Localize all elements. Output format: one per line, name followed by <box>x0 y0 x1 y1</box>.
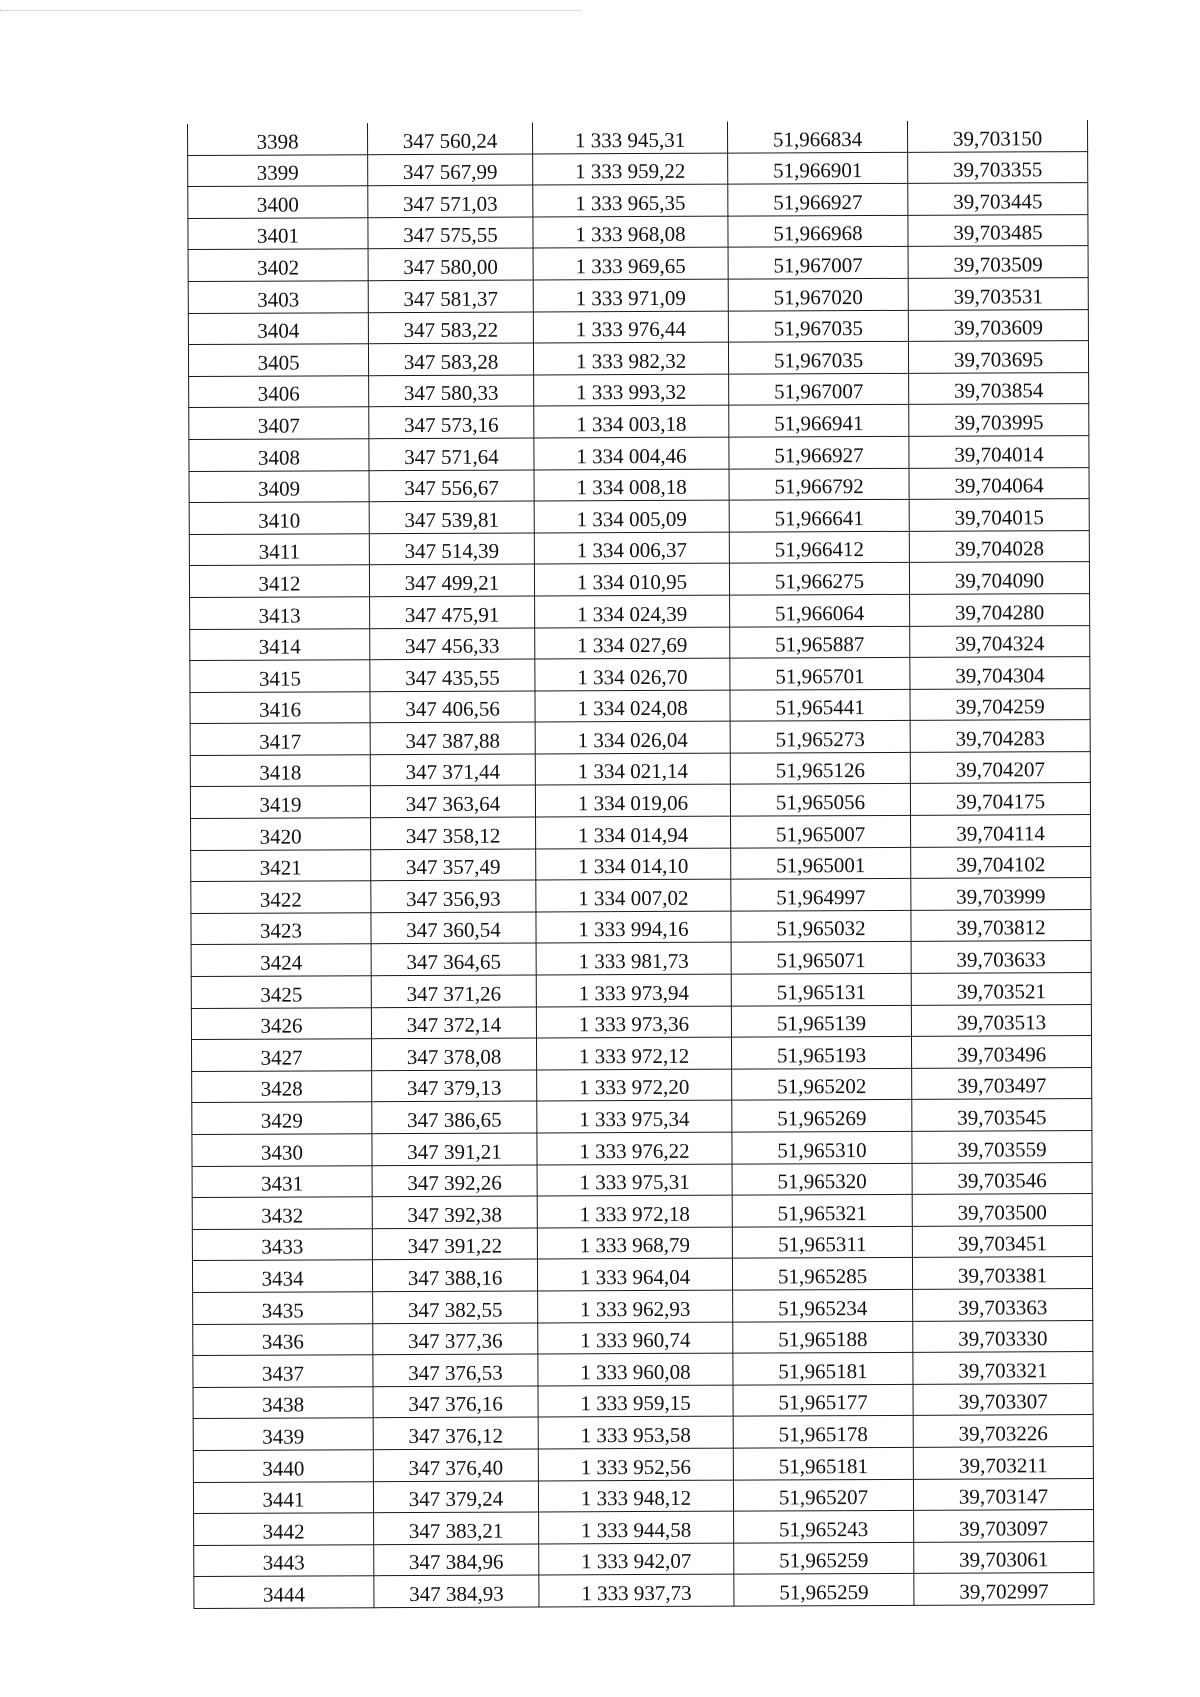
longitude-cell: 39,703999 <box>911 878 1091 910</box>
longitude-cell: 39,704175 <box>910 783 1090 815</box>
y-coordinate-cell: 1 333 959,22 <box>533 153 728 185</box>
y-coordinate-cell: 1 333 968,79 <box>537 1227 732 1259</box>
latitude-cell: 51,965193 <box>731 1037 911 1069</box>
x-coordinate-cell: 347 383,21 <box>374 1512 539 1544</box>
latitude-cell: 51,967007 <box>728 247 908 279</box>
latitude-cell: 51,966792 <box>729 468 909 500</box>
point-number-cell: 3422 <box>191 881 371 913</box>
y-coordinate-cell: 1 333 973,94 <box>536 974 731 1006</box>
y-coordinate-cell: 1 333 975,34 <box>537 1101 732 1133</box>
x-coordinate-cell: 347 371,44 <box>370 754 535 786</box>
longitude-cell: 39,703545 <box>912 1099 1092 1131</box>
latitude-cell: 51,965234 <box>733 1289 913 1321</box>
latitude-cell: 51,966968 <box>728 215 908 247</box>
point-number-cell: 3428 <box>192 1071 372 1103</box>
longitude-cell: 39,704090 <box>909 562 1089 594</box>
y-coordinate-cell: 1 334 026,70 <box>535 658 730 690</box>
coordinates-table-body <box>188 120 1094 1608</box>
longitude-cell: 39,703995 <box>909 404 1089 436</box>
x-coordinate-cell: 347 356,93 <box>371 880 536 912</box>
x-coordinate-cell: 347 379,13 <box>372 1070 537 1102</box>
y-coordinate-cell: 1 333 944,58 <box>539 1511 734 1543</box>
y-coordinate-cell: 1 334 006,37 <box>534 532 729 564</box>
x-coordinate-cell: 347 392,26 <box>372 1165 537 1197</box>
latitude-cell: 51,965441 <box>730 689 910 721</box>
latitude-cell: 51,965887 <box>730 626 910 658</box>
table-row <box>193 1415 1093 1451</box>
table-row <box>193 1352 1093 1388</box>
latitude-cell: 51,965259 <box>734 1542 914 1574</box>
longitude-cell: 39,704207 <box>910 751 1090 783</box>
coordinates-table <box>187 120 1094 1609</box>
table-row <box>194 1541 1094 1577</box>
point-number-cell: 3412 <box>189 565 369 597</box>
table-row <box>191 909 1091 945</box>
longitude-cell: 39,704280 <box>910 593 1090 625</box>
x-coordinate-cell: 347 475,91 <box>370 596 535 628</box>
y-coordinate-cell: 1 334 024,08 <box>535 690 730 722</box>
longitude-cell: 39,703381 <box>912 1257 1092 1289</box>
longitude-cell: 39,703609 <box>908 309 1088 341</box>
table-row <box>191 1036 1091 1072</box>
table-row <box>190 720 1090 756</box>
x-coordinate-cell: 347 358,12 <box>371 817 536 849</box>
x-coordinate-cell: 347 357,49 <box>371 849 536 881</box>
latitude-cell: 51,965207 <box>733 1479 913 1511</box>
point-number-cell: 3400 <box>188 186 368 218</box>
y-coordinate-cell: 1 334 027,69 <box>535 627 730 659</box>
point-number-cell: 3413 <box>190 597 370 629</box>
longitude-cell: 39,703695 <box>908 341 1088 373</box>
longitude-cell: 39,704114 <box>911 815 1091 847</box>
longitude-cell: 39,703445 <box>908 183 1088 215</box>
x-coordinate-cell: 347 388,16 <box>372 1259 537 1291</box>
table-row <box>192 1099 1092 1135</box>
y-coordinate-cell: 1 333 952,56 <box>538 1448 733 1480</box>
point-number-cell: 3431 <box>192 1165 372 1197</box>
x-coordinate-cell: 347 539,81 <box>369 501 534 533</box>
y-coordinate-cell: 1 334 026,04 <box>535 721 730 753</box>
x-coordinate-cell: 347 406,56 <box>370 691 535 723</box>
x-coordinate-cell: 347 376,12 <box>373 1417 538 1449</box>
point-number-cell: 3410 <box>189 502 369 534</box>
longitude-cell: 39,703321 <box>913 1352 1093 1384</box>
point-number-cell: 3434 <box>192 1260 372 1292</box>
latitude-cell: 51,965243 <box>734 1510 914 1542</box>
longitude-cell: 39,703147 <box>913 1478 1093 1510</box>
longitude-cell: 39,703546 <box>912 1162 1092 1194</box>
y-coordinate-cell: 1 334 010,95 <box>534 563 729 595</box>
longitude-cell: 39,704064 <box>909 467 1089 499</box>
x-coordinate-cell: 347 456,33 <box>370 627 535 659</box>
x-coordinate-cell: 347 379,24 <box>373 1481 538 1513</box>
latitude-cell: 51,965202 <box>732 1068 912 1100</box>
x-coordinate-cell: 347 384,93 <box>374 1575 539 1607</box>
table-row <box>189 372 1089 408</box>
y-coordinate-cell: 1 334 003,18 <box>534 405 729 437</box>
x-coordinate-cell: 347 376,53 <box>373 1354 538 1386</box>
y-coordinate-cell: 1 333 945,31 <box>532 122 727 154</box>
y-coordinate-cell: 1 334 005,09 <box>534 500 729 532</box>
point-number-cell: 3409 <box>189 470 369 502</box>
point-number-cell: 3441 <box>193 1481 373 1513</box>
latitude-cell: 51,965056 <box>730 784 910 816</box>
y-coordinate-cell: 1 333 994,16 <box>536 911 731 943</box>
table-row <box>191 941 1091 977</box>
longitude-cell: 39,702997 <box>914 1573 1094 1605</box>
longitude-cell: 39,703061 <box>914 1541 1094 1573</box>
point-number-cell: 3432 <box>192 1197 372 1229</box>
y-coordinate-cell: 1 334 008,18 <box>534 469 729 501</box>
longitude-cell: 39,703500 <box>912 1194 1092 1226</box>
longitude-cell: 39,703497 <box>912 1067 1092 1099</box>
latitude-cell: 51,966412 <box>729 531 909 563</box>
longitude-cell: 39,703521 <box>911 973 1091 1005</box>
latitude-cell: 51,966927 <box>729 436 909 468</box>
longitude-cell: 39,703513 <box>911 1004 1091 1036</box>
longitude-cell: 39,703531 <box>908 278 1088 310</box>
longitude-cell: 39,704324 <box>910 625 1090 657</box>
y-coordinate-cell: 1 333 976,44 <box>533 311 728 343</box>
longitude-cell: 39,703509 <box>908 246 1088 278</box>
point-number-cell: 3404 <box>188 312 368 344</box>
point-number-cell: 3416 <box>190 691 370 723</box>
latitude-cell: 51,965310 <box>732 1131 912 1163</box>
latitude-cell: 51,965032 <box>731 910 911 942</box>
table-row <box>194 1510 1094 1546</box>
y-coordinate-cell: 1 333 965,35 <box>533 184 728 216</box>
table-row <box>192 1225 1092 1261</box>
x-coordinate-cell: 347 382,55 <box>373 1291 538 1323</box>
x-coordinate-cell: 347 371,26 <box>371 975 536 1007</box>
point-number-cell: 3426 <box>191 1007 371 1039</box>
table-row <box>193 1383 1093 1419</box>
x-coordinate-cell: 347 514,39 <box>369 533 534 565</box>
y-coordinate-cell: 1 333 972,18 <box>537 1195 732 1227</box>
x-coordinate-cell: 347 580,00 <box>368 248 533 280</box>
y-coordinate-cell: 1 333 971,09 <box>533 279 728 311</box>
y-coordinate-cell: 1 333 964,04 <box>537 1259 732 1291</box>
longitude-cell: 39,703307 <box>913 1383 1093 1415</box>
table-row <box>189 404 1089 440</box>
latitude-cell: 51,965177 <box>733 1384 913 1416</box>
y-coordinate-cell: 1 334 014,94 <box>536 816 731 848</box>
point-number-cell: 3429 <box>192 1102 372 1134</box>
point-number-cell: 3414 <box>190 628 370 660</box>
point-number-cell: 3437 <box>193 1355 373 1387</box>
longitude-cell: 39,703496 <box>911 1036 1091 1068</box>
longitude-cell: 39,703330 <box>913 1320 1093 1352</box>
point-number-cell: 3419 <box>190 786 370 818</box>
y-coordinate-cell: 1 334 021,14 <box>535 753 730 785</box>
table-row <box>189 499 1089 535</box>
latitude-cell: 51,967007 <box>729 373 909 405</box>
latitude-cell: 51,966927 <box>728 184 908 216</box>
x-coordinate-cell: 347 567,99 <box>368 154 533 186</box>
point-number-cell: 3398 <box>188 123 368 155</box>
y-coordinate-cell: 1 333 960,08 <box>538 1353 733 1385</box>
table-row <box>190 783 1090 819</box>
point-number-cell: 3408 <box>189 439 369 471</box>
latitude-cell: 51,966834 <box>727 121 907 153</box>
x-coordinate-cell: 347 384,96 <box>374 1544 539 1576</box>
point-number-cell: 3425 <box>191 976 371 1008</box>
table-row <box>191 846 1091 882</box>
latitude-cell: 51,965701 <box>730 657 910 689</box>
table-row <box>191 815 1091 851</box>
y-coordinate-cell: 1 333 972,20 <box>537 1069 732 1101</box>
point-number-cell: 3415 <box>190 660 370 692</box>
y-coordinate-cell: 1 333 981,73 <box>536 943 731 975</box>
latitude-cell: 51,965001 <box>731 847 911 879</box>
point-number-cell: 3438 <box>193 1386 373 1418</box>
table-row <box>188 151 1088 187</box>
x-coordinate-cell: 347 499,21 <box>369 564 534 596</box>
point-number-cell: 3420 <box>191 818 371 850</box>
point-number-cell: 3402 <box>188 249 368 281</box>
latitude-cell: 51,965188 <box>733 1321 913 1353</box>
point-number-cell: 3417 <box>190 723 370 755</box>
y-coordinate-cell: 1 333 959,15 <box>538 1385 733 1417</box>
y-coordinate-cell: 1 333 960,74 <box>538 1322 733 1354</box>
longitude-cell: 39,704283 <box>910 720 1090 752</box>
longitude-cell: 39,703355 <box>908 151 1088 183</box>
table-row <box>188 214 1088 250</box>
x-coordinate-cell: 347 571,03 <box>368 185 533 217</box>
longitude-cell: 39,703363 <box>913 1289 1093 1321</box>
latitude-cell: 51,965320 <box>732 1163 912 1195</box>
y-coordinate-cell: 1 333 975,31 <box>537 1164 732 1196</box>
x-coordinate-cell: 347 556,67 <box>369 470 534 502</box>
point-number-cell: 3436 <box>193 1323 373 1355</box>
y-coordinate-cell: 1 333 973,36 <box>536 1006 731 1038</box>
table-row <box>192 1257 1092 1293</box>
table-row <box>193 1478 1093 1514</box>
point-number-cell: 3418 <box>190 755 370 787</box>
latitude-cell: 51,964997 <box>731 879 911 911</box>
latitude-cell: 51,966941 <box>729 405 909 437</box>
table-row <box>192 1194 1092 1230</box>
x-coordinate-cell: 347 392,38 <box>372 1196 537 1228</box>
y-coordinate-cell: 1 333 942,07 <box>539 1543 734 1575</box>
latitude-cell: 51,965007 <box>731 815 911 847</box>
x-coordinate-cell: 347 560,24 <box>367 122 532 154</box>
x-coordinate-cell: 347 387,88 <box>370 722 535 754</box>
latitude-cell: 51,965259 <box>734 1574 914 1606</box>
longitude-cell: 39,703451 <box>912 1225 1092 1257</box>
table-row <box>194 1573 1094 1609</box>
point-number-cell: 3411 <box>189 533 369 565</box>
point-number-cell: 3442 <box>194 1513 374 1545</box>
table-row <box>188 246 1088 282</box>
table-row <box>190 593 1090 629</box>
latitude-cell: 51,965139 <box>731 1005 911 1037</box>
x-coordinate-cell: 347 386,65 <box>372 1101 537 1133</box>
y-coordinate-cell: 1 333 993,32 <box>534 374 729 406</box>
x-coordinate-cell: 347 573,16 <box>369 406 534 438</box>
x-coordinate-cell: 347 583,22 <box>368 312 533 344</box>
longitude-cell: 39,703097 <box>914 1510 1094 1542</box>
y-coordinate-cell: 1 334 007,02 <box>536 879 731 911</box>
y-coordinate-cell: 1 334 014,10 <box>536 848 731 880</box>
latitude-cell: 51,965178 <box>733 1416 913 1448</box>
x-coordinate-cell: 347 580,33 <box>369 375 534 407</box>
point-number-cell: 3401 <box>188 217 368 249</box>
longitude-cell: 39,704304 <box>910 657 1090 689</box>
point-number-cell: 3439 <box>193 1418 373 1450</box>
table-row <box>190 688 1090 724</box>
point-number-cell: 3423 <box>191 913 371 945</box>
y-coordinate-cell: 1 334 004,46 <box>534 437 729 469</box>
y-coordinate-cell: 1 333 937,73 <box>539 1574 734 1606</box>
scan-artifact-line <box>0 10 580 11</box>
latitude-cell: 51,966641 <box>729 499 909 531</box>
point-number-cell: 3435 <box>193 1292 373 1324</box>
point-number-cell: 3440 <box>193 1450 373 1482</box>
latitude-cell: 51,965181 <box>733 1353 913 1385</box>
table-row <box>189 467 1089 503</box>
x-coordinate-cell: 347 378,08 <box>371 1038 536 1070</box>
table-row <box>190 625 1090 661</box>
x-coordinate-cell: 347 372,14 <box>371 1007 536 1039</box>
table-row <box>192 1131 1092 1167</box>
x-coordinate-cell: 347 364,65 <box>371 943 536 975</box>
table-row <box>192 1162 1092 1198</box>
x-coordinate-cell: 347 583,28 <box>368 343 533 375</box>
point-number-cell: 3443 <box>194 1544 374 1576</box>
longitude-cell: 39,703226 <box>913 1415 1093 1447</box>
y-coordinate-cell: 1 334 024,39 <box>535 595 730 627</box>
point-number-cell: 3399 <box>188 154 368 186</box>
table-row <box>193 1320 1093 1356</box>
table-row <box>189 530 1089 566</box>
latitude-cell: 51,967035 <box>728 342 908 374</box>
longitude-cell: 39,704015 <box>909 499 1089 531</box>
latitude-cell: 51,967020 <box>728 278 908 310</box>
table-row <box>189 436 1089 472</box>
latitude-cell: 51,966275 <box>729 563 909 595</box>
x-coordinate-cell: 347 435,55 <box>370 659 535 691</box>
point-number-cell: 3430 <box>192 1134 372 1166</box>
x-coordinate-cell: 347 377,36 <box>373 1323 538 1355</box>
table-row <box>190 657 1090 693</box>
longitude-cell: 39,704259 <box>910 688 1090 720</box>
table-row <box>188 120 1088 155</box>
latitude-cell: 51,965269 <box>732 1100 912 1132</box>
y-coordinate-cell: 1 333 976,22 <box>537 1132 732 1164</box>
longitude-cell: 39,704014 <box>909 436 1089 468</box>
latitude-cell: 51,965131 <box>731 973 911 1005</box>
longitude-cell: 39,703812 <box>911 909 1091 941</box>
y-coordinate-cell: 1 333 968,08 <box>533 216 728 248</box>
table-row <box>189 562 1089 598</box>
x-coordinate-cell: 347 391,22 <box>372 1228 537 1260</box>
table-row <box>191 973 1091 1009</box>
point-number-cell: 3444 <box>194 1576 374 1608</box>
latitude-cell: 51,965071 <box>731 942 911 974</box>
y-coordinate-cell: 1 333 953,58 <box>538 1416 733 1448</box>
x-coordinate-cell: 347 360,54 <box>371 912 536 944</box>
latitude-cell: 51,965126 <box>730 752 910 784</box>
latitude-cell: 51,966064 <box>730 594 910 626</box>
table-row <box>191 1004 1091 1040</box>
table-row <box>188 278 1088 314</box>
latitude-cell: 51,967035 <box>728 310 908 342</box>
latitude-cell: 51,965321 <box>732 1195 912 1227</box>
y-coordinate-cell: 1 334 019,06 <box>535 785 730 817</box>
table-row <box>188 183 1088 219</box>
x-coordinate-cell: 347 363,64 <box>370 785 535 817</box>
point-number-cell: 3433 <box>192 1228 372 1260</box>
y-coordinate-cell: 1 333 982,32 <box>533 342 728 374</box>
latitude-cell: 51,965273 <box>730 721 910 753</box>
point-number-cell: 3405 <box>188 344 368 376</box>
longitude-cell: 39,703633 <box>911 941 1091 973</box>
y-coordinate-cell: 1 333 969,65 <box>533 248 728 280</box>
y-coordinate-cell: 1 333 948,12 <box>538 1480 733 1512</box>
longitude-cell: 39,703211 <box>913 1446 1093 1478</box>
point-number-cell: 3403 <box>188 281 368 313</box>
x-coordinate-cell: 347 571,64 <box>369 438 534 470</box>
y-coordinate-cell: 1 333 962,93 <box>538 1290 733 1322</box>
longitude-cell: 39,703485 <box>908 214 1088 246</box>
x-coordinate-cell: 347 581,37 <box>368 280 533 312</box>
point-number-cell: 3421 <box>191 849 371 881</box>
table-row <box>192 1067 1092 1103</box>
x-coordinate-cell: 347 575,55 <box>368 217 533 249</box>
longitude-cell: 39,703150 <box>907 120 1087 152</box>
longitude-cell: 39,704028 <box>909 530 1089 562</box>
latitude-cell: 51,965285 <box>732 1258 912 1290</box>
table-row <box>190 751 1090 787</box>
latitude-cell: 51,965311 <box>732 1226 912 1258</box>
point-number-cell: 3424 <box>191 944 371 976</box>
y-coordinate-cell: 1 333 972,12 <box>536 1037 731 1069</box>
x-coordinate-cell: 347 391,21 <box>372 1133 537 1165</box>
table-row <box>193 1446 1093 1482</box>
point-number-cell: 3427 <box>191 1039 371 1071</box>
table-row <box>193 1289 1093 1325</box>
longitude-cell: 39,703854 <box>909 372 1089 404</box>
table-row <box>191 878 1091 914</box>
table-row <box>188 309 1088 345</box>
latitude-cell: 51,965181 <box>733 1447 913 1479</box>
point-number-cell: 3406 <box>189 375 369 407</box>
point-number-cell: 3407 <box>189 407 369 439</box>
table-row <box>188 341 1088 377</box>
longitude-cell: 39,703559 <box>912 1131 1092 1163</box>
longitude-cell: 39,704102 <box>911 846 1091 878</box>
x-coordinate-cell: 347 376,16 <box>373 1386 538 1418</box>
x-coordinate-cell: 347 376,40 <box>373 1449 538 1481</box>
latitude-cell: 51,966901 <box>728 152 908 184</box>
